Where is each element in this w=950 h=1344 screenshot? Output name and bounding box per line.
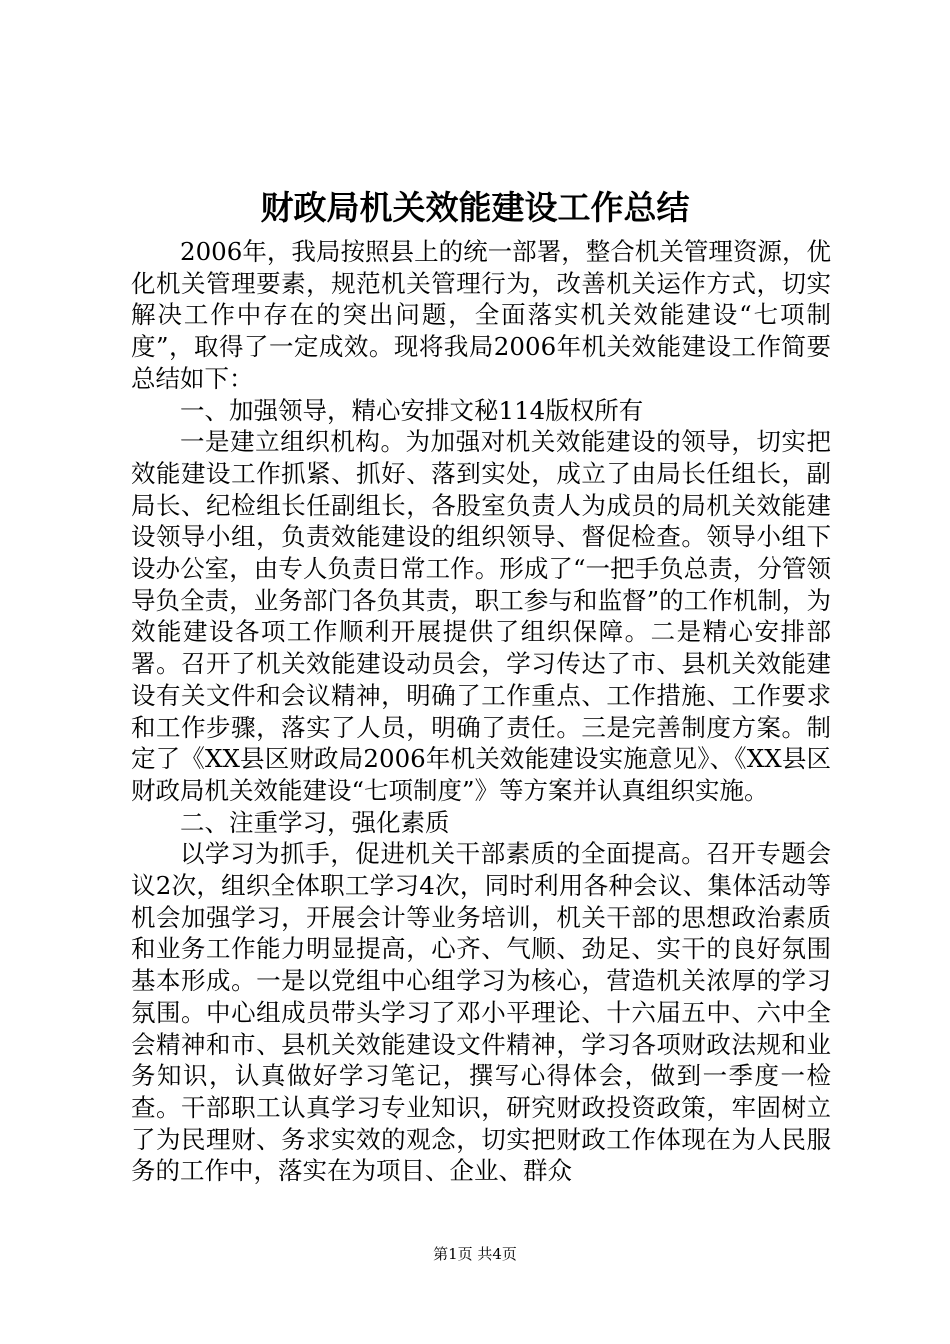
- document-body: [131, 236, 831, 1187]
- paragraph-section-2: 以学习为抓手，促进机关干部素质的全面提高。召开专题会议2次，组织全体职工学习4次，同时利用各种会议、集体活动等机会加强学习，开展会计等业务培训，机关干部的思想政治素质和业务工作能力明显提高，心齐、气顺、劲足、实干的良好氛围基本形成。一是以党组中心组学习为核心，营造机关浓厚的学习氛围。中心组成员带头学习了邓小平理论、十六届五中、六中全会精神和市、县机关效能建设文件精神，学习各项财政法规和业务知识，认真做好学习笔记，撰写心得体会，做到一季度一检查。干部职工认真学习专业知识，研究财政投资政策，牢固树立了为民理财、务求实效的观念，切实把财政工作体现在为人民服务的工作中，落实在为项目、企业、群众: [131, 839, 831, 1186]
- paragraph-intro: 2006年，我局按照县上的统一部署，整合机关管理资源，优化机关管理要素，规范机关管理行为，改善机关运作方式，切实解决工作中存在的突出问题，全面落实机关效能建设“七项制度”，取得了一定成效。现将我局2006年机关效能建设工作简要总结如下：: [131, 237, 831, 393]
- document-title: 财政局机关效能建设工作总结: [260, 188, 690, 227]
- section-heading-2: 二、注重学习，强化素质: [180, 807, 450, 837]
- paragraph-section-1: 一是建立组织机构。为加强对机关效能建设的领导，切实把效能建设工作抓紧、抓好、落到实处，成立了由局长任组长，副局长、纪检组长任副组长，各股室负责人为成员的局机关效能建设领导小组，负责效能建设的组织领导、督促检查。领导小组下设办公室，由专人负责日常工作。形成了“一把手负总责，分管领导负全责，业务部门各负其责，职工参与和监督”的工作机制，为效能建设各项工作顺利开展提供了组织保障。二是精心安排部署。召开了机关效能建设动员会，学习传达了市、县机关效能建设有关文件和会议精神，明确了工作重点、工作措施、工作要求和工作步骤，落实了人员，明确了责任。三是完善制度方案。制定了《XX县区财政局2006年机关效能建设实施意见》、《XX县区财政局机关效能建设“七项制度”》等方案并认真组织实施。: [131, 427, 831, 805]
- page-number-footer: 第1页 共4页: [433, 1245, 517, 1263]
- section-heading-1: 一、加强领导，精心安排文秘114版权所有: [180, 395, 644, 425]
